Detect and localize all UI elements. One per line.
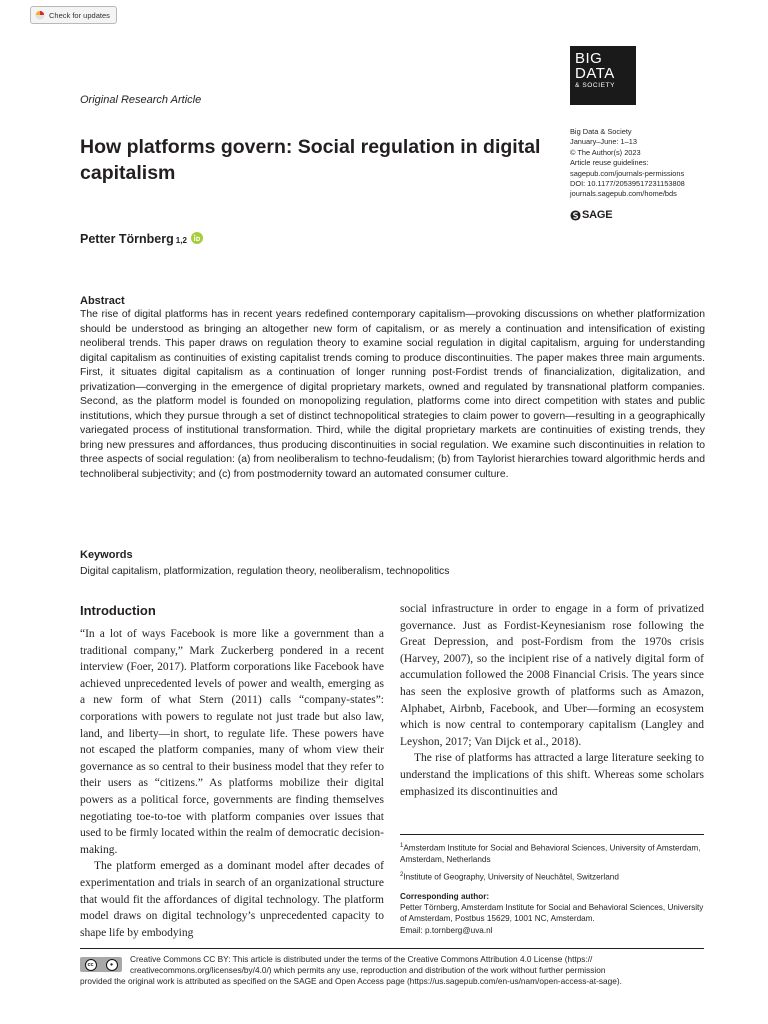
license-text — [80, 954, 720, 988]
author-line — [80, 231, 203, 246]
meta-permissions-link[interactable]: sagepub.com/journals-permissions — [570, 168, 685, 178]
license-line-1: Creative Commons CC BY: This article is distributed under the terms of the Creative Commons Attribution 4.0 License (https:// — [130, 954, 593, 964]
corresponding-author-address: Petter Törnberg, Amsterdam Institute for Social and Behavioral Sciences, University of Amsterdam, Postbus 15629, 1001 NC, Amsterdam. — [400, 903, 704, 924]
body-paragraph: The rise of platforms has attracted a large literature seeking to understand the implications of this shift. Whereas some scholars emphasized its discontinuities and — [400, 752, 704, 798]
journal-logo — [570, 46, 636, 105]
logo-line-3: & SOCIETY — [575, 82, 616, 89]
footnote-mark: 1 — [400, 843, 404, 849]
meta-copyright: © The Author(s) 2023 — [570, 147, 641, 157]
logo-line-2: DATA — [575, 65, 615, 82]
footnote-1 — [400, 841, 708, 865]
meta-doi[interactable]: DOI: 10.1177/20539517231153808 — [570, 179, 685, 189]
by-icon: ● — [106, 959, 118, 971]
check-for-updates-button[interactable] — [30, 6, 117, 24]
footnote-text: Amsterdam Institute for Social and Behavioral Sciences, University of Amsterdam, Amsterdam, Netherlands — [400, 843, 701, 864]
journal-meta — [570, 127, 760, 200]
keywords-text: Digital capitalism, platformization, regulation theory, neoliberalism, technopolitics — [80, 566, 450, 577]
meta-journal-link[interactable]: journals.sagepub.com/home/bds — [570, 189, 677, 199]
body-column-left — [80, 626, 384, 941]
footnote-divider — [400, 834, 704, 835]
sage-s-icon — [570, 210, 581, 221]
publisher-logo — [570, 209, 612, 221]
license-line-2: creativecommons.org/licenses/by/4.0/) which permits any use, reproduction and distribution of the work without further permission — [130, 965, 606, 976]
corresponding-author-email[interactable]: Email: p.tornberg@uva.nl — [400, 925, 493, 935]
keywords-heading: Keywords — [80, 549, 133, 561]
check-for-updates-label: Check for updates — [49, 10, 110, 20]
abstract-heading: Abstract — [80, 295, 125, 307]
footnotes — [400, 841, 708, 936]
license-divider — [80, 948, 704, 949]
check-updates-icon — [35, 10, 45, 20]
license-line-3: provided the original work is attributed as specified on the SAGE and Open Access page (https://us.sagepub.com/en-us/nam/open-access-at-sage). — [80, 976, 622, 987]
footnote-mark: 2 — [400, 872, 404, 879]
publisher-name: SAGE — [582, 209, 613, 221]
body-paragraph: “In a lot of ways Facebook is more like a government than a traditional company,” Mark Zuckerberg pondered in a recent interview (Foer, 2017). Platform corporations like Facebook have achieved unprecedented levels of power and wealth, emerging as a new form of what Stern (2011) calls “company-states”: corporations with powers to regulate not just trade but also law, land, and liberty—in short, to regulate life. These powers have not escaped the platform companies, many of whom view their governance as so central to their business model that they refer to their users as “citizens.” As platforms mobilize their digital powers as a political force, governments are finding themselves negotiating toe-to-toe with platform companies over issues that used to be firmly located within the realm of democratic decision-making. — [80, 628, 385, 856]
body-paragraph: social infrastructure in order to engage in a form of privatized governance. Just as Fordist-Keynesianism rose following the Great Depression, and post-Fordism from the 1970s crisis (Harvey, 2007), so the incipient rise of a natively digital form of accumulation followed the 2008 Financial Crisis. The years since has seen the explosive growth of platforms such as Amazon, Alphabet, Airbnb, Facebook, and Uber—forming an ecosystem which is now central to contemporary capitalism (Langley and Leyshon, 2017; Van Dijck et al., 2018). — [400, 603, 704, 748]
body-column-right — [400, 601, 704, 800]
logo-line-1: BIG — [575, 50, 603, 67]
article-title: How platforms govern: Social regulation in digital capitalism — [80, 136, 541, 184]
orcid-icon[interactable] — [191, 232, 203, 244]
meta-issue: January–June: 1–13 — [570, 137, 637, 147]
introduction-heading: Introduction — [80, 603, 156, 618]
abstract-text: The rise of digital platforms has in recent years redefined contemporary capitalism—provoking discussions on whether platformization should be understood as bringing an altogether new form of capitalism, or as merely a continuation and intensification of existing neoliberal trends. This paper draws on regulation theory to examine social regulation in digital capitalism, arguing for understanding digital capitalism as continuities of existing capitalist trends coming to produce discontinuities. The paper makes three main arguments. First, it situates digital capitalism as a continuation of longer running post-Fordist trends of financialization, digitalization, and privatization—converging in the emergence of digital proprietary markets, owned and regulated by transnational platform companies. Second, as the platform model is founded on monopolizing regulation, platforms come into direct competition with states and public institutions, which they pursue through a set of distinct technopolitical strategies to claim power to govern—resulting in a geographically variegated process of institutional transformation. Third, while the digital proprietary markets are continuities of existing trends, they bring new pressures and affordances, thus producing discontinuities in social regulation. We examine such discontinuities in relation to three aspects of social regulation: (a) from neoliberalism to techno-feudalism; (b) from Taylorist hierarchies toward algorithmic herds and technoliberal subjectivity; and (c) from postmodernity toward an automated consumer culture. — [80, 309, 705, 480]
cc-icon: cc — [85, 959, 97, 971]
footnote-text: Institute of Geography, University of Neuchâtel, Switzerland — [403, 872, 619, 882]
footnote-2 — [400, 870, 708, 883]
body-paragraph: The platform emerged as a dominant model after decades of experimentation and trials in search of an organizational structure that would fit the affordances of digital technology. The platform model draws on digital technology’s unprecedented capacity to shape life by embodying — [80, 860, 384, 939]
corresponding-author-heading: Corresponding author: — [400, 892, 490, 902]
article-type: Original Research Article — [80, 94, 202, 106]
meta-journal: Big Data & Society — [570, 127, 632, 136]
author-affiliations: 1,2 — [175, 236, 187, 245]
author-name: Petter Törnberg — [80, 232, 174, 246]
meta-reuse-label: Article reuse guidelines: — [570, 158, 649, 168]
